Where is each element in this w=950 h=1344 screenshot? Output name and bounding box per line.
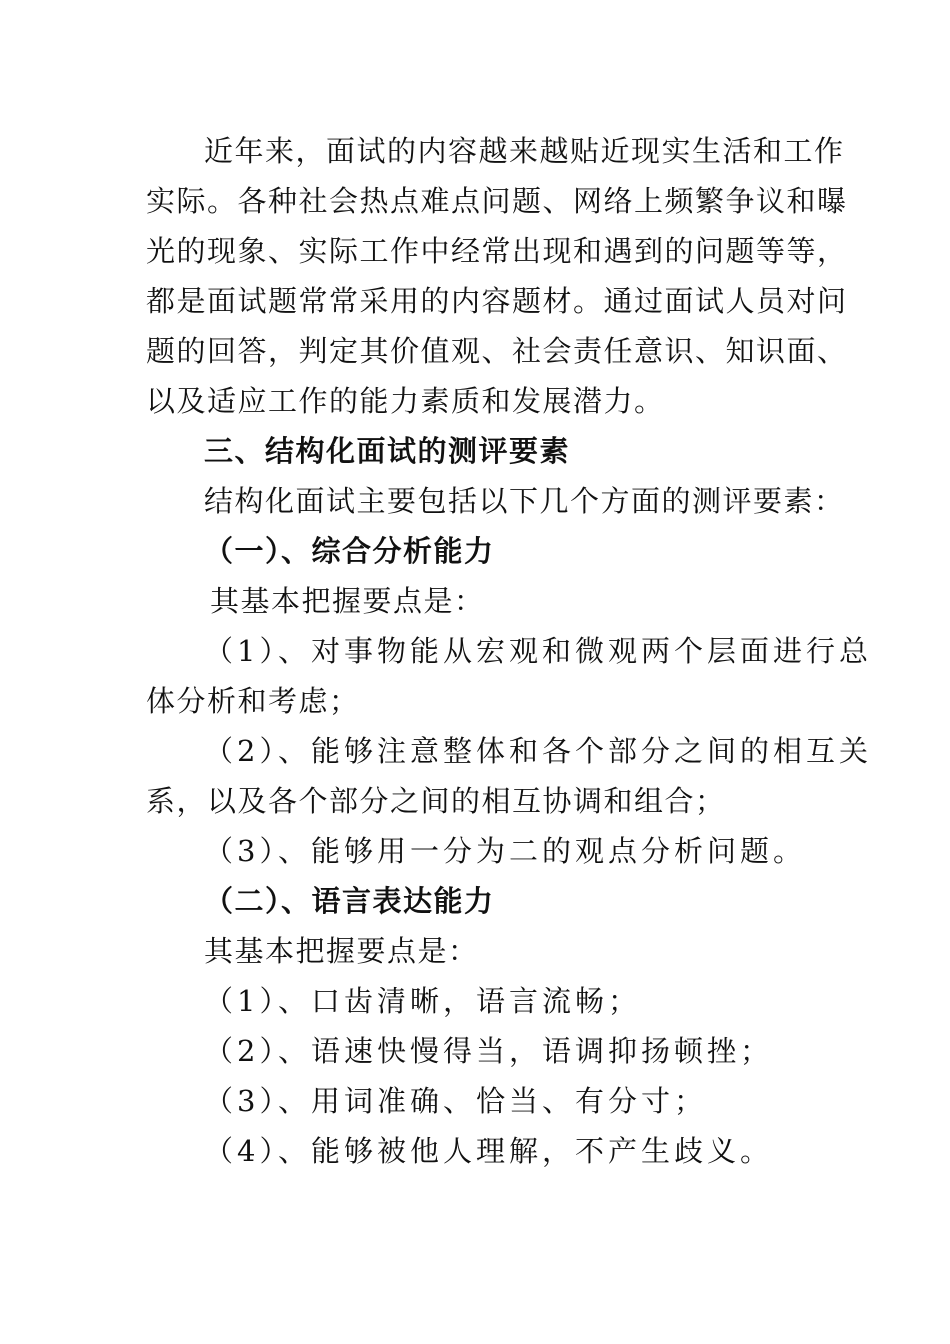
list-item: （3）、用词准确、恰当、有分寸； <box>204 1084 707 1118</box>
paragraph-line: 光的现象、实际工作中经常出现和遇到的问题等等， <box>146 234 848 268</box>
section-intro: 结构化面试主要包括以下几个方面的测评要素： <box>204 484 845 518</box>
paragraph-line: 实际。各种社会热点难点问题、网络上频繁争议和曝 <box>146 184 848 218</box>
paragraph-line: 都是面试题常常采用的内容题材。通过面试人员对问 <box>146 284 848 318</box>
list-item: （3）、能够用一分为二的观点分析问题。 <box>204 834 806 868</box>
paragraph-line: 近年来，面试的内容越来越贴近现实生活和工作 <box>204 134 845 168</box>
list-item: （4）、能够被他人理解，不产生歧义。 <box>204 1134 773 1168</box>
list-item: （2）、能够注意整体和各个部分之间的相互关 <box>204 734 872 768</box>
list-item-continuation: 系，以及各个部分之间的相互协调和组合； <box>146 784 726 818</box>
subsection-heading: （一）、综合分析能力 <box>204 534 495 568</box>
list-item: （2）、语速快慢得当，语调抑扬顿挫； <box>204 1034 773 1068</box>
section-heading: 三、结构化面试的测评要素 <box>204 434 571 468</box>
list-item: （1）、口齿清晰，语言流畅； <box>204 984 641 1018</box>
paragraph-line: 以及适应工作的能力素质和发展潜力。 <box>146 384 665 418</box>
document-page <box>146 126 872 1176</box>
list-item: （1）、对事物能从宏观和微观两个层面进行总 <box>204 634 872 668</box>
list-item-continuation: 体分析和考虑； <box>146 684 360 718</box>
paragraph-intro <box>146 126 848 426</box>
subsection-heading: （二）、语言表达能力 <box>204 884 495 918</box>
subsection-intro: 其基本把握要点是： <box>210 584 485 618</box>
subsection-intro: 其基本把握要点是： <box>204 934 479 968</box>
paragraph-line: 题的回答，判定其价值观、社会责任意识、知识面、 <box>146 334 848 368</box>
